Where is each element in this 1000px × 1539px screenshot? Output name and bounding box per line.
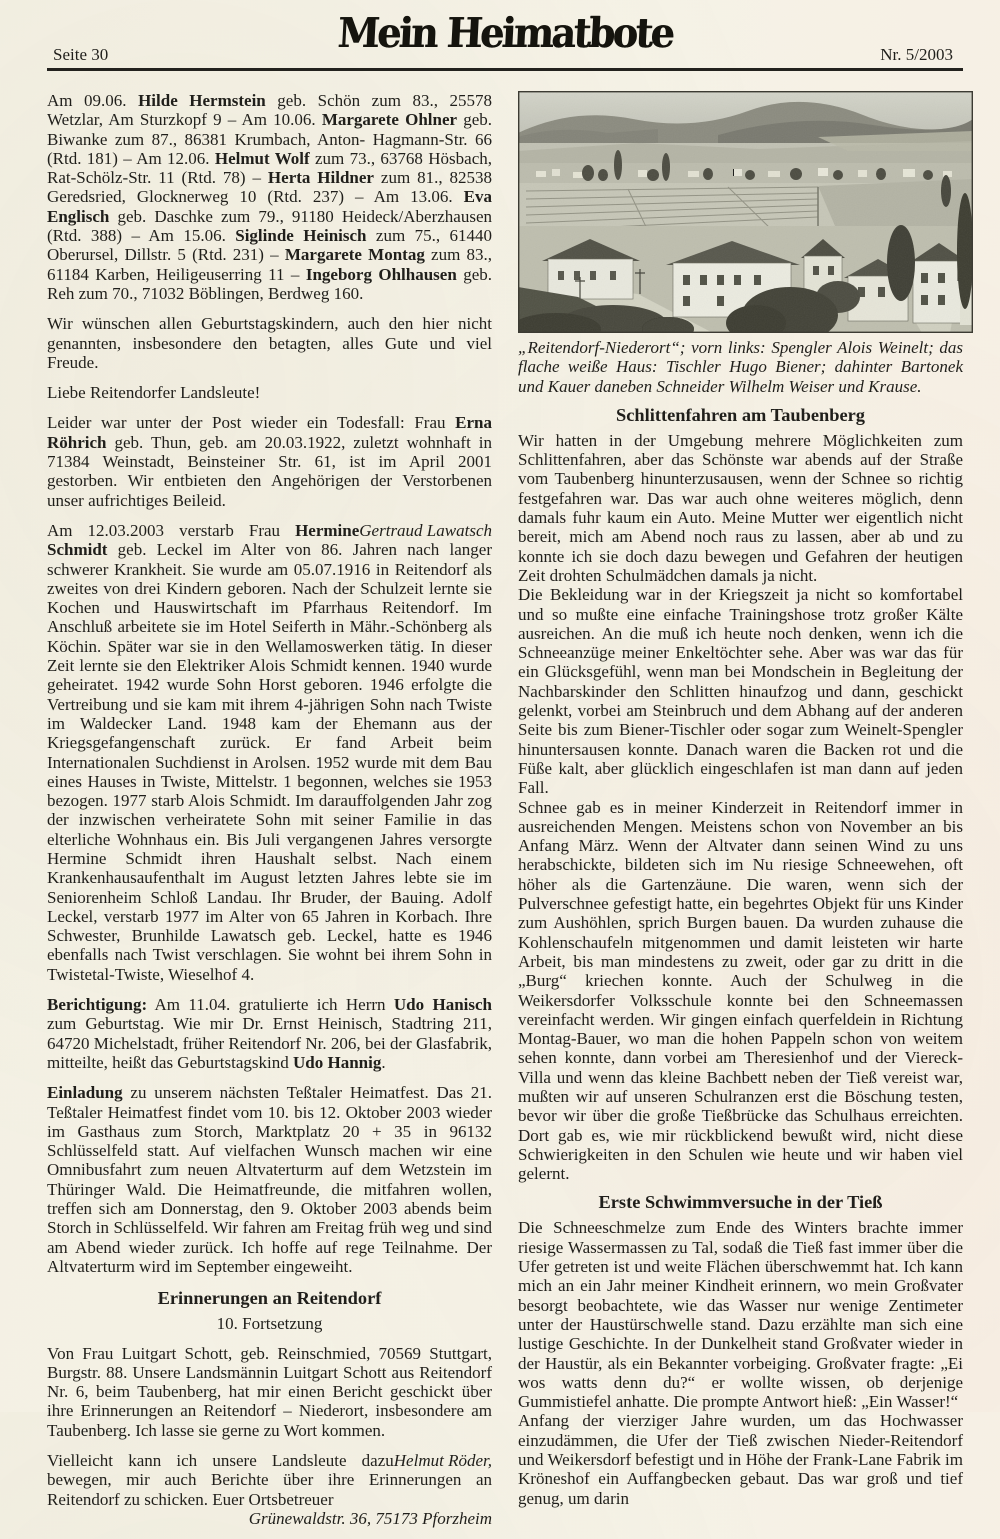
sledding-3 [518, 798, 963, 1184]
village-photo [518, 91, 963, 333]
village-panorama-image [518, 91, 973, 333]
invitation-notice [47, 1083, 492, 1276]
text-run: Die Bekleidung war in der Kriegszeit ja nicht so komfortabel und so mußte eine einfache Trainingshose trotz großer Kälte ausreichen. An die muß ich heute noch denken, wenn ich die Schneeanzüge meiner Enkeltöchter sehe. Aber was war das für ein Glücksgefühl, wenn man bei Mondschein in Begleitung der Nachbarskinder den Schlitten hinaufzog und dann, geschickt gelenkt, vorbei am Steinbruch und dem Abhang auf der anderen Seite bis zum Biener-Tischler oder sogar zum Weinelt-Spengler hinuntersausen konnte. Danach waren die Backen rot und die Füße kalt, aber glücklich eingeschlafen ist man dann auf jeden Fall. [518, 585, 963, 798]
sledding-2 [518, 585, 963, 797]
signature-line: Grünewaldstr. 36, 75173 Pforzheim [248, 1508, 492, 1528]
obituary-roehrich [47, 413, 492, 509]
text-run: zum 81., 82538 Geredsried, Glocknerweg 10 (Rtd. 237) – Am 13.06. [47, 168, 492, 207]
text-run: Wir hatten in der Umgebung mehrere Möglichkeiten zum Schlittenfahren, aber das Schönste war abends auf der Straße vom Taubenberg hinunterzusausen, wenn der Schnee so richtig festgefahren war. Das war auch ohne weiteres möglich, denn damals fuhr kaum ein Auto. Meine Mutter wer eigentlich nicht bereit, mich am Abend noch raus zu lassen, aber ab und zu konnte ich sie doch dazu bewegen und Gefahren der heutigen Zeit drohten Schulmädchen damals ja nicht. [518, 430, 963, 585]
text-run: zum Geburtstag. Wie mir Dr. Ernst Heinisch, Stadtring 211, 64720 Michelstadt, früher Reitendorf Nr. 206, bei der Glasfabrik, mitteilte, heißt das Geburtstagskind [47, 1014, 492, 1072]
text-run: geb. Schön zum 83., 25578 Wetzlar, Am Sturzkopf 9 – Am 10.06. [47, 91, 492, 130]
author-signature: Gertraud Lawatsch [359, 520, 492, 540]
text-run: Am 12.03.2003 verstarb Frau [47, 520, 296, 540]
author-signature-lines [47, 1509, 492, 1528]
obituary-schmidt [47, 521, 492, 984]
page-number-label: Seite 30 [53, 45, 109, 64]
section-heading-erinnerungen: Erinnerungen an Reitendorf [157, 1288, 382, 1309]
text-run: geb. Leckel im Alter von 86. Jahren nach langer schwerer Krankheit. Sie wurde am 05.07.1916 in Reitendorf als zweites von drei Kindern geboren. Nach der Schulzeit lernte sie Kochen und Hauswirtschaft im Pfarrhaus Reitendorf. Im Anschluß arbeitete sie im Hotel Seiferth in Mähr.-Schönberg als Köchin. Später war sie in den Wellamoswerken tätig. In dieser Zeit lernte sie den Elektriker Alois Schmidt kennen. 1940 wurde geheiratet. 1942 wurde Sohn Horst geboren. 1946 erfolgte die Vertreibung und sie kam mit ihrem 4-jährigen Sohn nach Twiste im Waldecker Land. 1948 kam der Ehemann aus der Kriegsgefangenschaft zurück. Er fand Arbeit beim Internationalen Suchdienst in Arolsen. 1952 wurde mit dem Bau eines Hauses in Twiste, Mittelstr. 1 begonnen, welches sie 1953 bezogen. 1977 starb Alois Schmidt. Im darauffolgenden Jahr zog der inzwischen verheiratete Sohn mit seiner Familie in das elterliche Wohnhaus ein. Bis Juli vergangenen Jahres versorgte Hermine Schmidt ihren Haushalt selbst. Nach einem Krankenhausaufenthalt im August letzten Jahres lebte sie im Seniorenheim Schloß Landau. Ihr Bruder, der Bauing. Adolf Leckel, verstarb 1977 im Alter von 65 Jahren in Korbach. Ihre Schwester, Brunhilde Lawatsch geb. Leckel, hatte es 1946 ebenfalls nach Twist verschlagen. Sie wohnt bei ihrem Sohn in Twistetal-Twiste, Wieselhof 4. [47, 540, 492, 984]
text-run: Ingeborg Ohlhausen [305, 264, 457, 284]
text-run: Die Schneeschmelze zum Ende des Winters brachte immer riesige Wassermassen zu Tal, sodaß die Tieß fast immer über die Ufer getreten ist und weite Flächen überschwemmt hat. Ich kann mich an ein Jahr meiner Kindheit erinnern, wo mein Großvater besorgt beobachtete, wie das Wasser nur wenige Zentimeter unter der Haustürschwelle stand. Dazu erzählte man sich eine lustige Geschichte. In der Dunkelheit stand Großvater wieder in der Haustür, als ein Bekannter vorbeiging. Großvater fragte: „Ei wos watts denn du?“ er wollte wissen, ob derjenige Gummistiefel anhatte. Die prompte Antwort hieß: „Ein Wasser!“ [518, 1218, 963, 1412]
text-run: geb. Biwanke zum 87., 86381 Krumbach, Anton- Hagmann-Str. 66 (Rtd. 181) – Am 12.06. [47, 110, 493, 168]
text-run: „Reitendorf-Niederort“; vorn links: Spengler Alois Weinelt; das flache weiße Haus: Tischler Hugo Biener; dahinter Bartonek und Kauer daneben Schneider Wilhelm Weiser und Krause. [518, 338, 963, 396]
right-column-text [518, 338, 963, 1508]
text-run: zum 75., 61440 Oberursel, Dillstr. 5 (Rtd. 231) – [47, 226, 492, 265]
text-run: geb. Reh zum 70., 71032 Böblingen, Berdweg 160. [47, 264, 493, 303]
issue-number-label: Nr. 5/2003 [880, 45, 953, 64]
text-run: Am 11.04. gratulierte ich Herrn [147, 995, 394, 1015]
photo-caption [518, 338, 963, 396]
memories-intro [47, 1344, 492, 1440]
text-run: Udo Hannig [293, 1052, 382, 1072]
text-run: Vielleicht kann ich unsere Landsleute dazu bewegen, mir auch Berichte über ihre Erinnerungen an Reitendorf zu schicken. Euer Ortsbetreuer [47, 1451, 492, 1509]
text-run: Von Frau Luitgart Schott, geb. Reinschmied, 70569 Stuttgart, Burgstr. 88. Unsere Landsmännin Luitgart Schott aus Reitendorf Nr. 6, beim Taubenberg, hat mir einen Bericht geschickt über ihre Erinnerungen an Reitendorf – Niederort, insbesondere am Taubenberg. Ich lasse sie gerne zu Wort kommen. [47, 1343, 492, 1440]
two-column-layout [47, 91, 963, 1539]
text-run: Leider war unter der Post wieder ein Todesfall: Frau [47, 413, 456, 433]
masthead-title: Mein Heimatbote [336, 8, 674, 57]
text-run: Eva Englisch [47, 187, 492, 226]
page-header [47, 8, 963, 71]
swimming-1 [518, 1218, 963, 1411]
text-run: zum 83., 61184 Karben, Heiligeuserring 11 – [47, 245, 492, 284]
text-run: zum 73., 63768 Hösbach, Rat-Schölz-Str. 11 (Rtd. 78) – [47, 148, 492, 188]
author-signature: Helmut Röder, [393, 1451, 492, 1470]
text-run: Liebe Reitendorfer Landsleute! [47, 383, 261, 403]
section-subheading-fortsetzung: 10. Fortsetzung [216, 1314, 323, 1334]
text-run: geb. Thun, geb. am 20.03.1922, zuletzt wohnhaft in 71384 Weinstadt, Beinsteiner Str. 61, ist im April 2001 gestorben. Wir entbieten den Angehörigen der Verstorbenen unser aufrichtiges Beileid. [47, 432, 492, 510]
swimming-2 [518, 1411, 963, 1507]
text-run: Hermine Schmidt [47, 520, 360, 560]
left-column [47, 91, 492, 1539]
sledding-1 [518, 431, 963, 585]
birthday-list [47, 91, 492, 303]
text-run: Siglinde Heinisch [235, 226, 367, 246]
right-column [518, 91, 963, 1539]
text-run: Margarete Ohlner [321, 110, 458, 130]
text-run: Herta Hildner [267, 168, 374, 188]
text-run: Einladung [47, 1083, 123, 1103]
text-run: Berichtigung: [47, 995, 148, 1015]
correction-notice [47, 995, 492, 1072]
text-run: Margarete Montag [284, 245, 425, 265]
text-run: Schnee gab es in meiner Kinderzeit in Reitendorf immer in ausreichenden Mengen. Meistens schon von November an bis Anfang März. Wenn der Altvater dann seinen Wind zu uns herabschickte, bildeten sich im Nu riesige Schneewehen, oft höher als die Gartenzäune. Die waren, wenn sich der Pulverschnee gefestigt hatte, ein begehrtes Objekt für uns Kinder zum Aushöhlen, sprich Burgen bauen. Da wurden zuhause die Kohlenschaufeln mitgenommen und damit leisteten wir harte Arbeit, bis man mindestens zu zweit, oder gar zu dritt in die „Burg“ kriechen konnte. Auch der Schulweg in die Weikersdorfer Volksschule konnte bei den Schneemassen vereinfacht werden. Wir gingen einfach querfeldein in Richtung Montag-Bauer, wo man die hohen Pappeln schon von weitem sehen konnte, dann vorbei am Theresienhof und der Viereck-Villa und wenn das kleine Bachbett neben der Tieß vereist war, mußten wir auf unseren Schulranzen erst die Böschung testen, bevor wir über die große Tießbrücke das Schulhaus erreichten. Dort gab es, wie mir rückblickend bewußt wird, nicht diese Schwierigkeiten in den Schulen wie heute und wir haben viel gelernt. [518, 797, 963, 1184]
text-run: zu unserem nächsten Teßtaler Heimatfest. Das 21. Teßtaler Heimatfest findet vom 10. bis 12. Oktober 2003 wieder im Gasthaus zum Storch, Marktplatz 20 + 35 in 96132 Schlüsselfeld statt. Auf vielfachen Wunsch machen wir eine Omnibusfahrt zum neuen Altvaterturm auf dem Wetzstein im Thüringer Wald. Die Heimatfreunde, die mitfahren wollen, treffen sich am Donnerstag, den 9. Oktober 2003 abends beim Storch in Schlüsselfeld. Wir fahren am Freitag früh weg und sind am Abend wieder zurück. Ich hoffe auf rege Teilnahme. Der Altvaterturm wird im September eingeweiht. [47, 1083, 492, 1276]
text-run: Hilde Hermstein [138, 91, 266, 110]
text-run: Am 09.06. [47, 91, 139, 110]
salutation [47, 383, 492, 402]
text-run: Anfang der vierziger Jahre wurden, um das Hochwasser einzudämmen, die Ufer der Tieß zwischen Nieder-Reitendorf und Weikersdorf befestigt und in Höhe der Frank-Lane Fabrik im Kröneshof ein Auffangbecken gebaut. Das war groß und tief genug, um darin [518, 1411, 963, 1508]
section-heading-schwimmversuche: Erste Schwimmversuche in der Tieß [598, 1192, 883, 1213]
memories-appeal [47, 1451, 492, 1509]
section-heading-schlittenfahren: Schlittenfahren am Taubenberg [616, 404, 865, 425]
text-run: . [381, 1052, 386, 1072]
text-run: Erna Röhrich [47, 413, 492, 452]
text-run: Wir wünschen allen Geburtstagskindern, auch den hier nicht genannten, insbesondere den betagten, alles Gute und viel Freude. [47, 314, 492, 372]
text-run: Helmut Wolf [214, 148, 310, 168]
birthday-wishes [47, 314, 492, 372]
text-run: geb. Daschke zum 79., 91180 Heideck/Aberzhausen (Rtd. 388) – Am 15.06. [47, 206, 492, 246]
text-run: Udo Hanisch [393, 995, 493, 1015]
